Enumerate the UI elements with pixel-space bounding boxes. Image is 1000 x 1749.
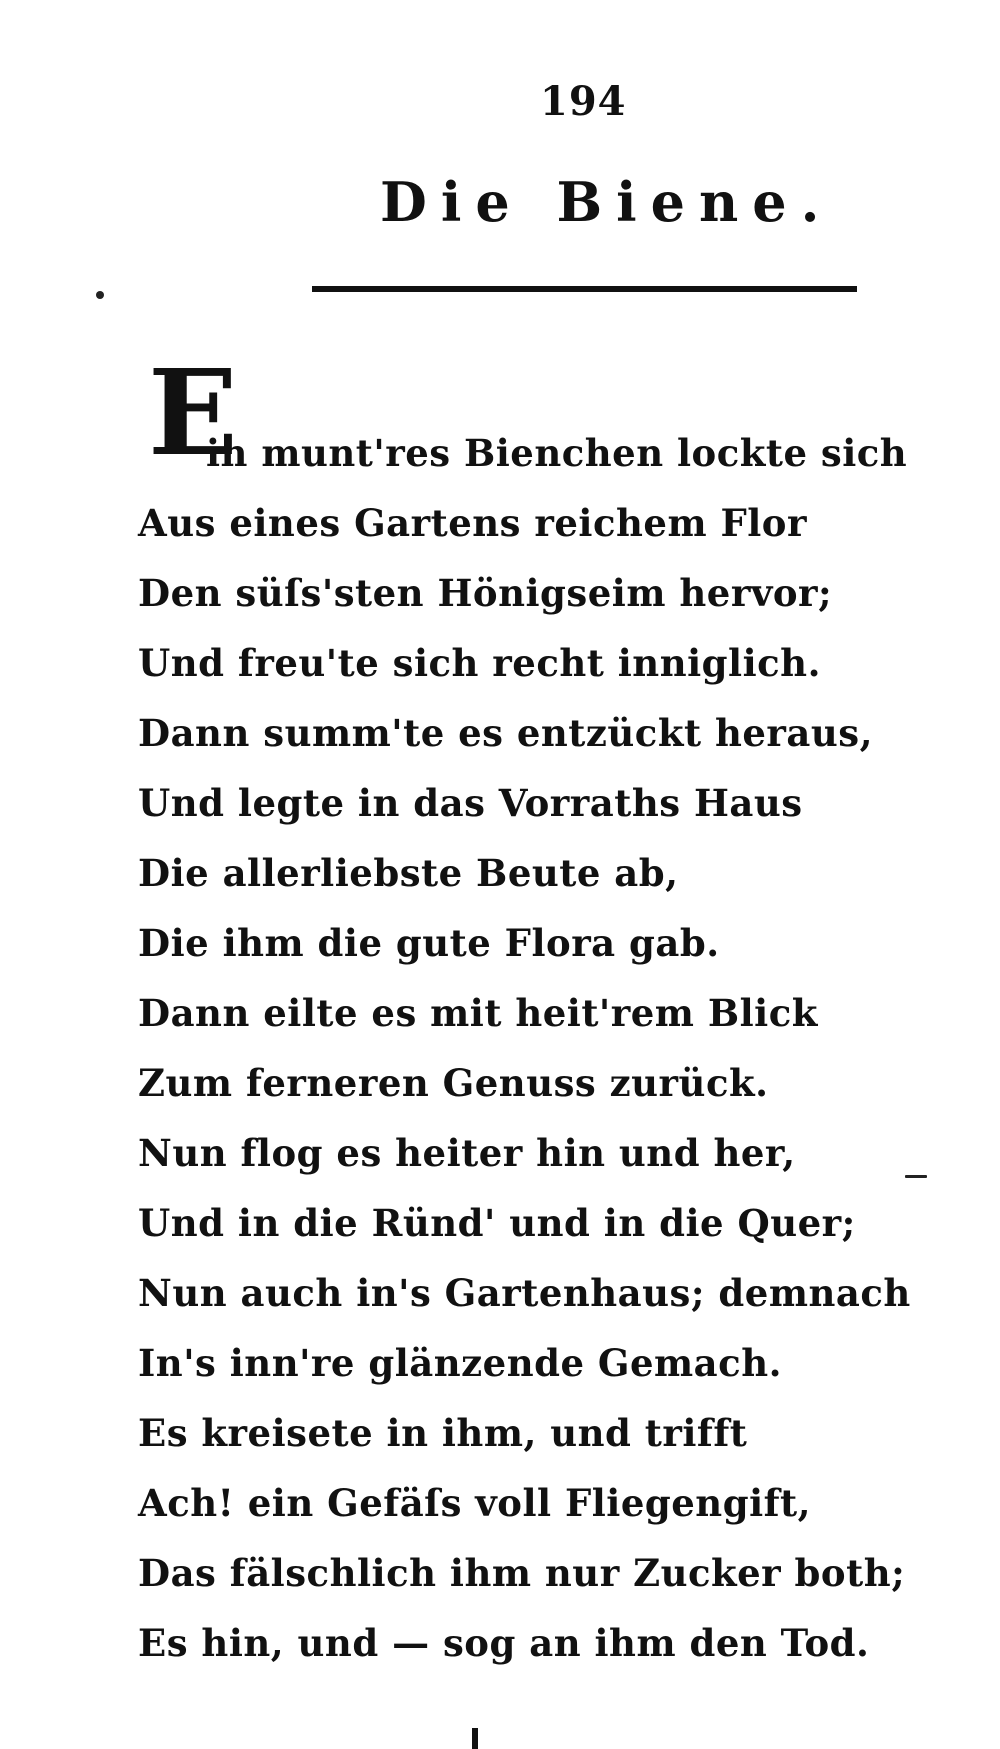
poem-line: Die ihm die gute Flora gab. — [138, 921, 720, 965]
poem-line: Aus eines Gartens reichem Flor — [138, 501, 807, 545]
poem-line: Das fälschlich ihm nur Zucker both; — [138, 1551, 906, 1595]
poem-line: Die allerliebste Beute ab, — [138, 851, 679, 895]
poem-body — [138, 343, 938, 1678]
poem-line: Nun auch in's Gartenhaus; demnach — [138, 1271, 911, 1315]
poem-line: Und freu'te sich recht inniglich. — [138, 641, 821, 685]
poem-line: Den süſs'sten Hönigseim hervor; — [138, 571, 833, 615]
poem-line: Dann eilte es mit heit'rem Blick — [138, 991, 818, 1035]
bottom-ink-mark — [472, 1728, 478, 1749]
poem-line: Nun flog es heiter hin und her, — [138, 1131, 796, 1175]
drop-cap: E — [148, 343, 239, 482]
ink-speck — [96, 291, 104, 299]
title-divider-rule — [312, 286, 857, 292]
first-line-text: in munt'res Bienchen lockte sich — [206, 431, 908, 475]
poem-line: Dann summ'te es entzückt heraus, — [138, 711, 873, 755]
poem-line-1 — [138, 343, 938, 488]
poem-line: Es kreisete in ihm, und trifft — [138, 1411, 748, 1455]
poem-line: Und in die Ründ' und in die Quer; — [138, 1201, 856, 1245]
poem-line: Zum ferneren Genuss zurück. — [138, 1061, 769, 1105]
poem-line: Es hin, und — sog an ihm den Tod. — [138, 1621, 870, 1665]
poem-line: Und legte in das Vorraths Haus — [138, 781, 803, 825]
poem-title: Die Biene. — [380, 170, 834, 234]
page-number: 194 — [540, 78, 627, 125]
poem-line: Ach! ein Gefäſs voll Fliegengift, — [138, 1481, 812, 1525]
poem-line: In's inn're glänzende Gemach. — [138, 1341, 782, 1385]
